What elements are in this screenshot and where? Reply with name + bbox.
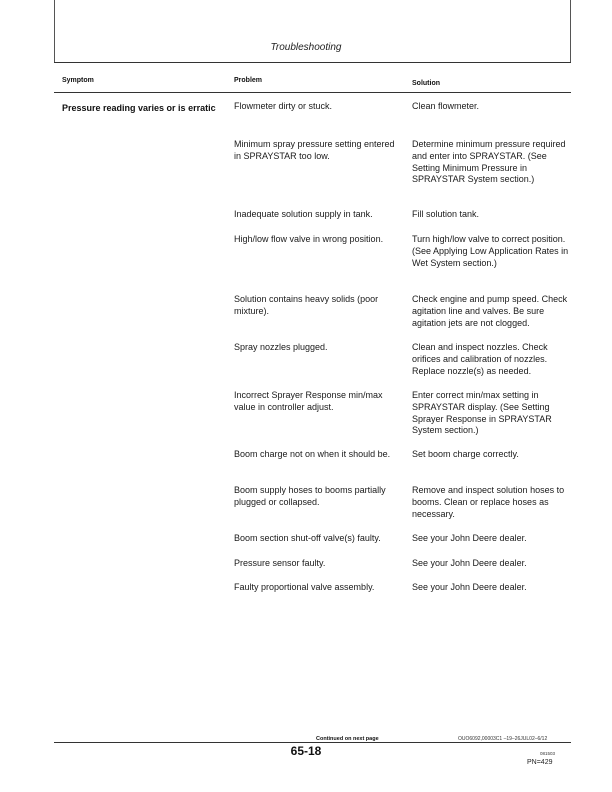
solution-cell: Remove and inspect solution hoses to booms. Clean or replace hoses as necessary. [412,485,565,519]
column-header-problem: Problem [234,77,263,84]
problem-cell: Pressure sensor faulty. [234,558,326,568]
solution-cell: Set boom charge correctly. [412,449,519,459]
solution-cell: Fill solution tank. [412,209,480,219]
page-number: 65-18 [290,744,322,758]
solution-cell: Turn high/low valve to correct position. (See Applying Low Application Rates in Wet System section.) [412,234,569,268]
problem-cell: Flowmeter dirty or stuck. [234,101,333,111]
footer-rule [54,742,571,743]
table-header-rule [54,92,571,93]
column-header-solution: Solution [412,80,440,87]
solution-cell: See your John Deere dealer. [412,582,527,592]
problem-cell: Solution contains heavy solids (poor mixture). [234,294,379,316]
problem-cell: Minimum spray pressure setting entered in SPRAYSTAR too low. [234,139,395,161]
header-rule [54,62,571,63]
document-code: OUO6092,00003C1 –19–26JUL02–6/12 [458,736,548,742]
pn-number: PN=429 [527,759,553,766]
problem-cell: Incorrect Sprayer Response min/max value in controller adjust. [234,390,383,412]
solution-cell: Check engine and pump speed. Check agitation line and valves. Be sure agitation jets are not clogged. [412,294,568,328]
column-header-symptom: Symptom [62,77,94,84]
solution-cell: See your John Deere dealer. [412,558,527,568]
problem-cell: Boom section shut-off valve(s) faulty. [234,533,381,543]
solution-cell: Enter correct min/max setting in SPRAYSTAR display. (See Setting Sprayer Response in SPRAYSTAR System section.) [412,390,552,436]
print-id: 081503 [540,751,556,756]
continued-note: Continued on next page [316,736,379,742]
problem-cell: Faulty proportional valve assembly. [234,582,375,592]
solution-cell: Clean and inspect nozzles. Check orifices and calibration of nozzles. Replace nozzle(s) as needed. [412,342,548,376]
section-title: Troubleshooting [270,42,342,53]
problem-cell: High/low flow valve in wrong position. [234,234,384,244]
solution-cell: Clean flowmeter. [412,101,480,111]
symptom-text: Pressure reading varies or is erratic [62,103,216,113]
problem-cell: Inadequate solution supply in tank. [234,209,373,219]
solution-cell: Determine minimum pressure required and enter into SPRAYSTAR. (See Setting Minimum Pressure in SPRAYSTAR System section.) [412,139,566,185]
problem-cell: Boom charge not on when it should be. [234,449,391,459]
problem-cell: Boom supply hoses to booms partially plugged or collapsed. [234,485,386,507]
solution-cell: See your John Deere dealer. [412,533,527,543]
problem-cell: Spray nozzles plugged. [234,342,328,352]
